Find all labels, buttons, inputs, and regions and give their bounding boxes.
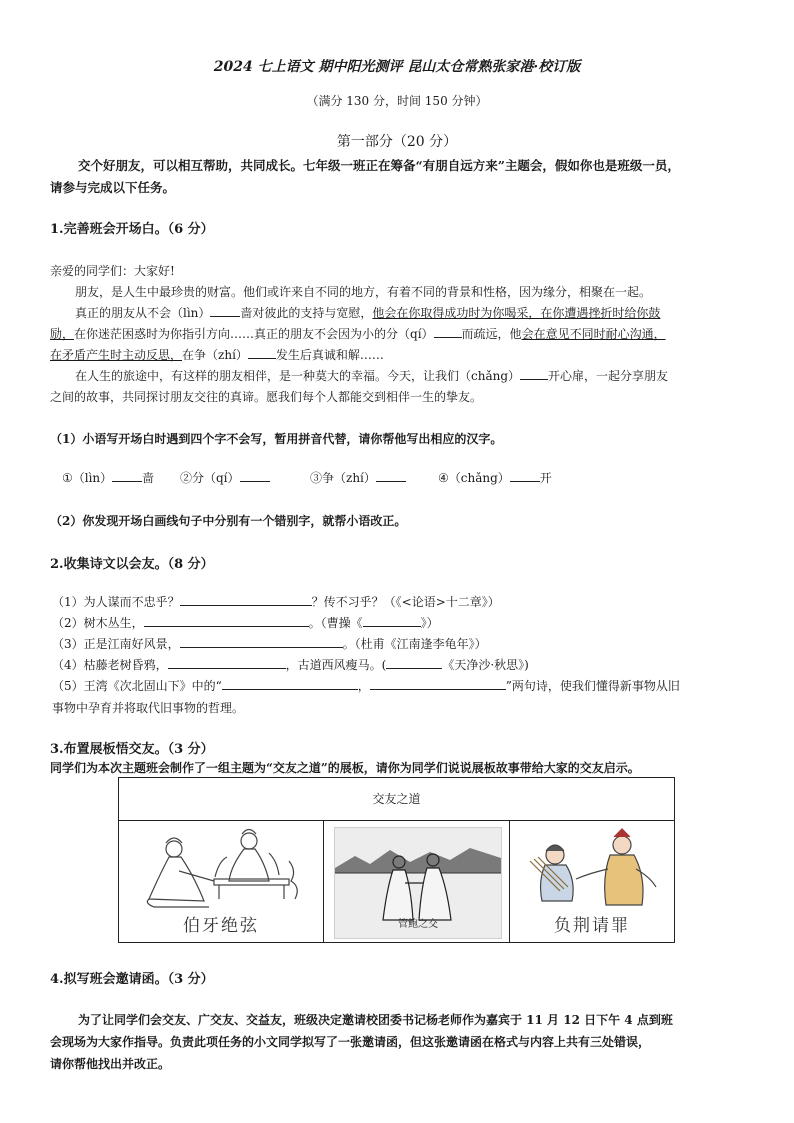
underlined-sentence: 在矛盾产生时主动反思， (50, 348, 183, 362)
pinyin-suffix: 啬 (142, 471, 155, 485)
q1-sub-2: （2）你发现开场白画线句子中分别有一个错别字，就帮小语改正。 (50, 514, 407, 528)
q3-title: 3.布置展板悟交友。（3 分） (50, 742, 214, 757)
answer-blank[interactable] (520, 367, 548, 380)
poem-text: （1）为人谋而不忠乎？ (52, 595, 180, 609)
underlined-sentence: 励， (50, 327, 75, 341)
poem-text: 》） (420, 616, 439, 630)
text-segment: 在你迷茫困惑时为你指引方向……真正的朋友不会因为小的分（qí） (74, 327, 434, 341)
q1-sub-1: （1）小语写开场白时遇到四个字不会写，暂用拼音代替，请你帮他写出相应的汉字。 (50, 432, 503, 446)
caption-guanbao: 管鲍之交 (398, 919, 438, 930)
pinyin-item-1 (62, 469, 154, 486)
text-segment: 真正的朋友从不会（lìn） (75, 306, 211, 320)
board-cell-boya (119, 821, 324, 942)
intro-line-2: 请参与完成以下任务。 (50, 180, 176, 195)
answer-blank[interactable] (112, 469, 142, 482)
poem-text: 。（杜甫《江南逢李龟年》） (342, 637, 487, 651)
text-segment: 在争（zhí） (182, 348, 248, 362)
answer-blank[interactable] (363, 614, 421, 627)
answer-blank[interactable] (222, 677, 358, 690)
intro-line-1: 交个好朋友，可以相互帮助，共同成长。七年级一班正在筹备“有朋自远方来”主题会，假如你也是班级一员， (78, 158, 680, 173)
exam-info: （满分 130 分，时间 150 分钟） (306, 94, 488, 108)
guanbao-photo-image (334, 827, 502, 939)
poem-text: （2）树木丛生， (52, 616, 144, 630)
poem-item-5 (52, 677, 680, 694)
q1-para-5 (75, 367, 668, 384)
pinyin-label: ③争（zhí） (310, 471, 376, 485)
table-header: 交友之道 (119, 778, 674, 821)
text-segment: 而疏远，他 (461, 327, 522, 341)
poem-text: （3）正是江南好风景， (52, 637, 180, 651)
pinyin-label: ④（chǎng） (438, 471, 510, 485)
q1-para-6: 之间的故事，共同探讨朋友交往的真谛。愿我们每个人都能交到相伴一生的挚友。 (50, 390, 483, 404)
text-segment: 啬对彼此的支持与宽慰， (240, 306, 373, 320)
fujing-illustration-image (510, 821, 674, 911)
q1-para-2 (75, 304, 660, 321)
answer-blank[interactable] (144, 614, 309, 627)
board-cell-guanbao (324, 821, 510, 942)
pinyin-item-4 (438, 469, 552, 486)
caption-boya: 伯牙绝弦 (183, 916, 259, 936)
q4-line-3: 请你帮他找出并改正。 (50, 1057, 171, 1071)
text-segment: 在人生的旅途中，有这样的朋友相伴，是一种莫大的幸福。今天，让我们（chǎng） (75, 369, 521, 383)
q1-greeting: 亲爱的同学们：大家好! (50, 264, 175, 278)
q1-title: 1.完善班会开场白。（6 分） (50, 222, 214, 237)
poem-item-2 (52, 614, 439, 631)
poem-item-3 (52, 635, 487, 652)
boya-illustration-image (119, 821, 324, 911)
underlined-sentence: 他会在你取得成功时为你喝采，在你遭遇挫折时给你鼓 (372, 306, 661, 320)
answer-blank[interactable] (510, 469, 540, 482)
answer-blank[interactable] (370, 677, 506, 690)
q1-para-3 (50, 325, 666, 342)
pinyin-label: ①（lìn） (62, 471, 113, 485)
answer-blank[interactable] (180, 593, 312, 606)
board-cell-fujing (510, 821, 674, 942)
poem-text: （5）王湾《次北固山下》中的“ (52, 679, 222, 693)
text-segment: 发生后真诚和解…… (275, 348, 384, 362)
answer-blank[interactable] (386, 656, 442, 669)
poem-text: 。（曹操《 (308, 616, 363, 630)
q1-para-1: 朋友，是人生中最珍贵的财富。他们或许来自不同的地方，有着不同的背景和性格，因为缘分，相聚在一起。 (75, 285, 652, 299)
answer-blank[interactable] (168, 656, 286, 669)
q4-line-1: 为了让同学们会交友、广交友、交益友，班级决定邀请校团委书记杨老师作为嘉宾于 11 月 12 日下午 4 点到班 (78, 1013, 673, 1027)
part-title: 第一部分（20 分） (336, 134, 458, 150)
answer-blank[interactable] (240, 469, 270, 482)
q1-para-4 (50, 346, 384, 363)
page-title: 2024 七上语文 期中阳光测评 昆山太仓常熟张家港·校订版 (213, 59, 581, 75)
answer-blank[interactable] (434, 325, 462, 338)
answer-blank[interactable] (180, 635, 343, 648)
poem-item-4 (52, 656, 529, 673)
pinyin-item-2 (180, 469, 270, 486)
text-segment: 开心扉，一起分享朋友 (548, 369, 669, 383)
answer-blank[interactable] (248, 346, 276, 359)
poem-item-5-cont: 事物中孕育并将取代旧事物的哲理。 (52, 701, 245, 715)
poem-item-1 (52, 593, 500, 610)
poem-text: ”两句诗，使我们懂得新事物从旧 (505, 679, 680, 693)
poem-text: ， (357, 679, 370, 693)
poem-text: （4）枯藤老树昏鸦， (52, 658, 168, 672)
poem-text: 《天净沙·秋思》) (442, 658, 529, 672)
q2-title: 2.收集诗文以会友。（8 分） (50, 557, 214, 572)
q3-description: 同学们为本次主题班会制作了一组主题为“交友之道”的展板，请你为同学们说说展板故事带给大家的交友启示。 (50, 761, 640, 775)
pinyin-label: ②分（qí） (180, 471, 240, 485)
q4-title: 4.拟写班会邀请函。（3 分） (50, 972, 214, 987)
underlined-sentence: 会在意见不同时耐心沟通， (521, 327, 666, 341)
poem-text: ？传不习乎？（《<论语>十二章》） (311, 595, 500, 609)
pinyin-suffix: 开 (539, 471, 552, 485)
caption-fujing: 负荆请罪 (554, 916, 630, 936)
display-board-table (118, 777, 675, 943)
q4-line-2: 会现场为大家作指导。负责此项任务的小文同学拟写了一张邀请函，但这张邀请函在格式与内容上共有三处错误， (50, 1035, 651, 1049)
answer-blank[interactable] (376, 469, 406, 482)
pinyin-item-3 (310, 469, 406, 486)
poem-text: ，古道西风瘦马。( (285, 658, 387, 672)
answer-blank[interactable] (210, 304, 240, 317)
